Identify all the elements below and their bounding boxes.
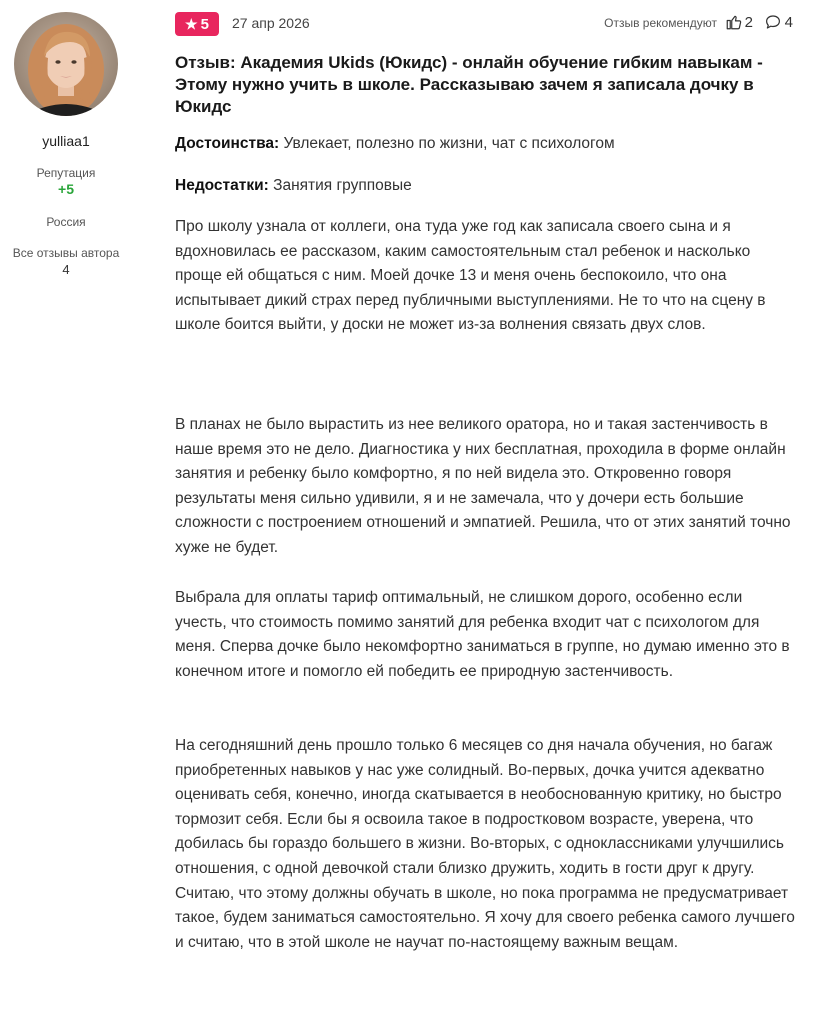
author-country: Россия <box>46 215 86 229</box>
review-cons <box>175 177 785 195</box>
reputation-value: +5 <box>58 181 74 197</box>
review-date: 27 апр 2026 <box>232 15 310 31</box>
review-paragraph: На сегодняшний день прошло только 6 месяцев со дня начала обучения, но багаж приобретенных навыков у нас уже солидный. Во-первых, дочка учится адекватно оценивать себя, конечно, иногда скатывается в необоснованную критику, но быстро тормозит себя. Если бы я освоила такое в подростковом возрасте, уверена, что добилась бы гораздо большего в жизни. Во-вторых, с одноклассниками улучшились отношения, с одной девочкой стали близко дружить, ходить в гости друг к другу. Считаю, что этому должны обучать в школе, но пока программа не предусматривает такое, будем заниматься самостоятельно. Я хочу для своего ребенка самого лучшего и считаю, что в этой школе не научат по-настоящему важным вещам. <box>175 737 795 951</box>
all-reviews-link[interactable]: Все отзывы автора <box>12 246 120 260</box>
avatar[interactable] <box>14 12 118 116</box>
review-paragraph: Про школу узнала от коллеги, она туда уже год как записала своего сына и я вдохновилась ее рассказом, каким самостоятельным стал ребенок и насколько проще ей общаться с ним. Моей дочке 13 и меня очень беспокоило, что она испытывает дикий страх перед публичными выступлениями. Не то что на сцену в школе боится выйти, у доски не может из-за волнения связать двух слов. <box>175 218 766 334</box>
comments-count: 4 <box>784 13 793 31</box>
review-pros <box>175 135 785 153</box>
author-username[interactable]: yulliaa1 <box>42 133 90 149</box>
avatar-image <box>14 12 118 116</box>
review-title[interactable]: Отзыв: Академия Ukids (Юкидс) - онлайн обучение гибким навыкам - Этому нужно учить в школе. Рассказываю зачем я записала дочку в Юкидс <box>175 53 763 116</box>
recommend-label: Отзыв рекомендуют <box>604 16 717 30</box>
cons-text: Занятия групповые <box>273 177 412 194</box>
rating-badge <box>175 12 219 36</box>
reputation-label: Репутация <box>36 166 96 180</box>
review-paragraph: Выбрала для оплаты тариф оптимальный, не слишком дорого, особенно если учесть, что стоимость помимо занятий для ребенка входит чат с психологом для меня. Сперва дочке было некомфортно заниматься в группе, но думаю именно это в конечном итоге и помогло ей победить ее природную застенчивость. <box>175 589 790 680</box>
likes-count: 2 <box>744 13 753 31</box>
all-reviews-count: 4 <box>62 262 70 277</box>
pros-text: Увлекает, полезно по жизни, чат с психологом <box>283 135 615 152</box>
pros-label: Достоинства: <box>175 135 280 152</box>
review-header <box>175 12 795 38</box>
comment-bubble-icon <box>764 13 782 31</box>
likes-button[interactable] <box>725 13 753 31</box>
star-icon: ★ <box>185 16 198 32</box>
thumbs-up-icon <box>725 13 743 31</box>
rating-value: 5 <box>200 15 209 33</box>
comments-button[interactable] <box>764 13 793 31</box>
cons-label: Недостатки: <box>175 177 269 194</box>
review-paragraph: В планах не было вырастить из нее великого оратора, но и такая застенчивость в наше время это не дело. Диагностика у них бесплатная, проходила в форме онлайн занятия и ребенку было комфортно, я по ней видела это. Откровенно говоря результаты меня сильно удивили, я и не замечала, что у дочери есть большие сложности с построением отношений и эмпатией. Решила, что от этих занятий точно хуже не будет. <box>175 416 791 556</box>
